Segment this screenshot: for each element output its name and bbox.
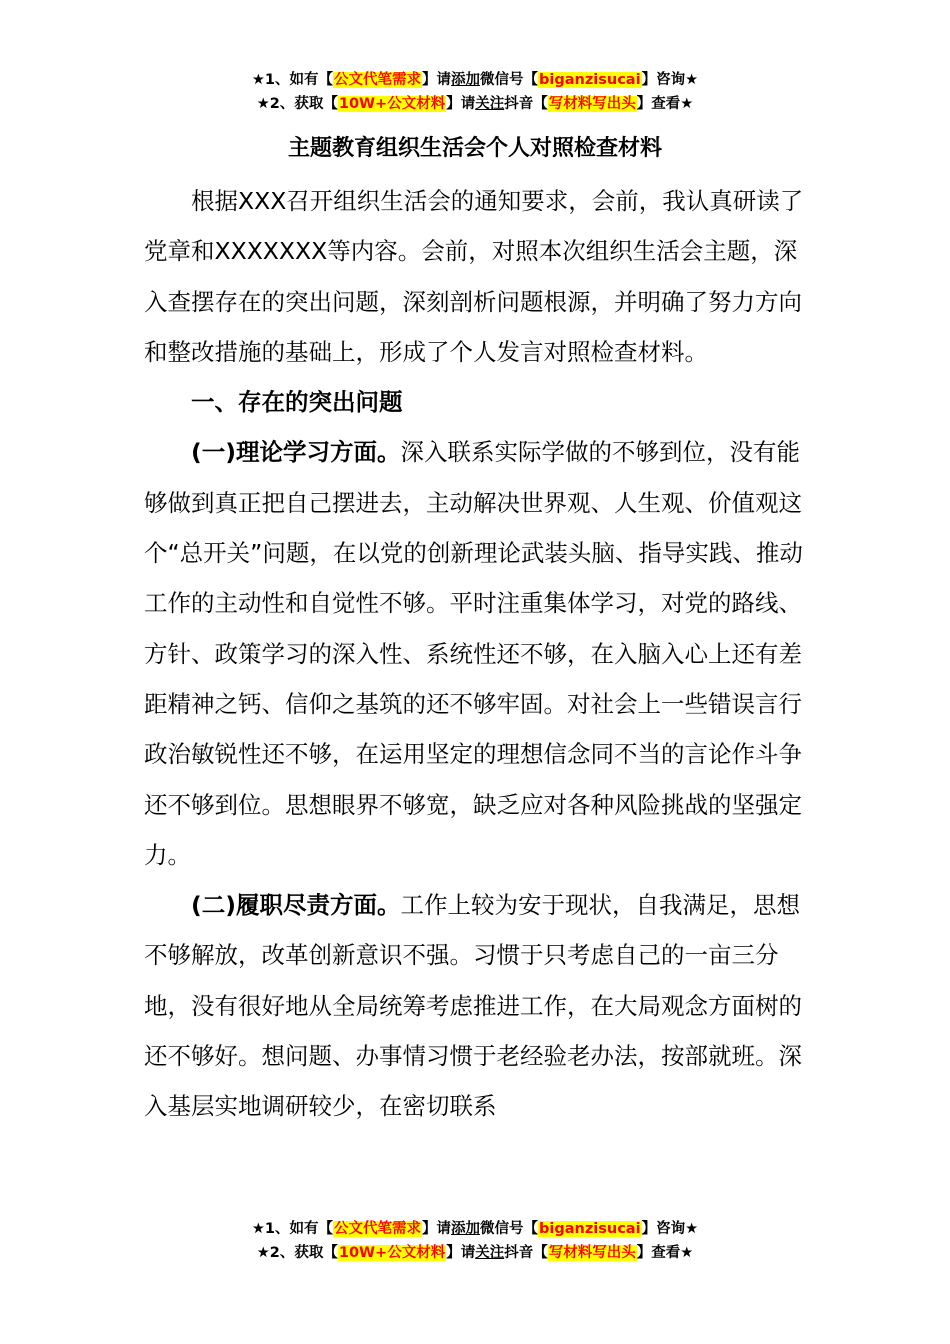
- item-2-lead: (二)履职尽责方面。: [191, 891, 401, 920]
- item-2-paragraph: [144, 880, 814, 1131]
- highlight-materials: 10W+公文材料: [338, 96, 446, 112]
- item-2-text: 工作上较为安于现状，自我满足，思想不够解放，改革创新意识不强。习惯于只考虑自己的一亩三分地，没有很好地从全局统筹考虑推进工作，在大局观念方面树的还不够好。想问题、办事情习惯于老经验老办法，按部就班。深入基层实地调研较少，在密切联系: [144, 891, 802, 1121]
- document-body: [144, 176, 814, 1132]
- section-heading-1: 一、存在的突出问题: [191, 388, 403, 417]
- item-1-paragraph: [144, 427, 814, 880]
- item-1-text: 深入联系实际学做的不够到位，没有能够做到真正把自己摆进去，主动解决世界观、人生观、价值观这个“总开关”问题，在以党的创新理论武装头脑、指导实践、推动工作的主动性和自觉性不够。平时注重集体学习，对党的路线、方针、政策学习的深入性、系统性还不够，在入脑入心上还有差距精神之钙、信仰之基筑的还不够牢固。对社会上一些错误言行政治敏锐性还不够，在运用坚定的理想信念同不当的言论作斗争还不够到位。思想眼界不够宽，缺乏应对各种风险挑战的坚强定力。: [144, 438, 803, 869]
- header-banner: [0, 68, 950, 116]
- item-1-lead: (一)理论学习方面。: [191, 438, 401, 467]
- footer-banner-line-1: ★1、如有【公文代笔需求】请添加微信号【biganzisucai】咨询★: [251, 1221, 699, 1237]
- footer-highlight-douyin: 写材料写出头: [548, 1245, 636, 1261]
- banner-line-1: ★1、如有【公文代笔需求】请添加微信号【biganzisucai】咨询★: [251, 72, 699, 88]
- intro-paragraph: 根据XXX召开组织生活会的通知要求，会前，我认真研读了党章和XXXXXXX等内容。会前，对照本次组织生活会主题，深入查摆存在的突出问题，深刻剖析问题根源，并明确了努力方向和整改措施的基础上，形成了个人发言对照检查材料。: [144, 187, 804, 366]
- highlight-wechat-id: biganzisucai: [539, 72, 641, 88]
- document-title: 主题教育组织生活会个人对照检查材料: [287, 136, 662, 161]
- highlight-douyin: 写材料写出头: [548, 96, 636, 112]
- highlight-ghostwriting: 公文代笔需求: [334, 72, 422, 88]
- footer-highlight-ghostwriting: 公文代笔需求: [334, 1221, 422, 1237]
- footer-banner: [0, 1217, 950, 1265]
- banner-line-2: ★2、获取【10W+公文材料】请关注抖音【写材料写出头】查看★: [256, 96, 694, 112]
- footer-highlight-wechat-id: biganzisucai: [539, 1221, 641, 1237]
- footer-banner-line-2: ★2、获取【10W+公文材料】请关注抖音【写材料写出头】查看★: [256, 1245, 694, 1261]
- footer-highlight-materials: 10W+公文材料: [338, 1245, 446, 1261]
